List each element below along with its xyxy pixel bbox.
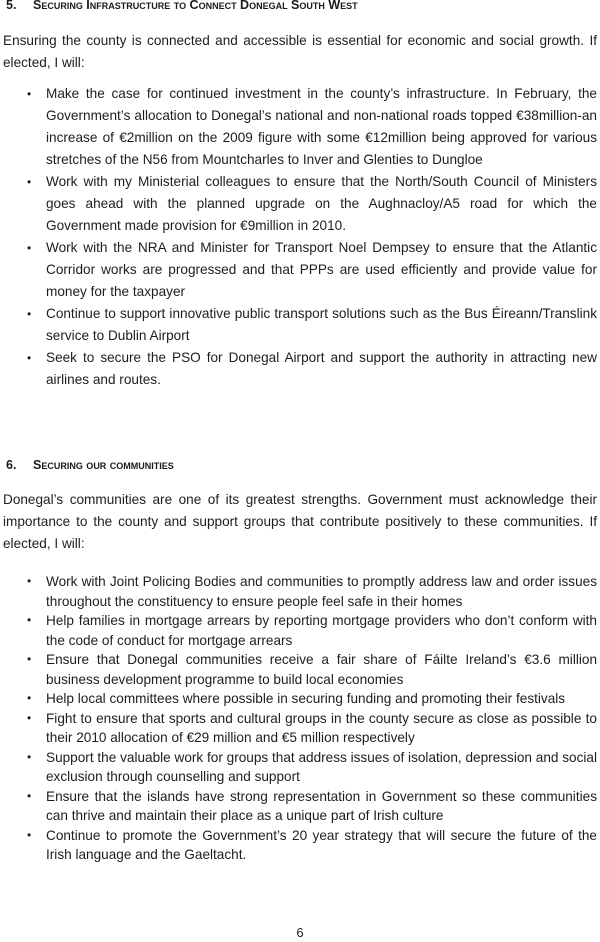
bullet-icon: • (27, 175, 32, 189)
list-item: • Work with Joint Policing Bodies and communities to promptly address law and order issues throughout the constituency to ensure people feel safe in their homes (27, 574, 597, 609)
list-item: • Help families in mortgage arrears by reporting mortgage providers who don’t conform with the code of conduct for mortgage arrears (27, 613, 597, 648)
list-item: • Work with the NRA and Minister for Transport Noel Dempsey to ensure that the Atlantic Corridor works are progressed and that PPPs are used efficiently and provide value for money for the taxpayer (0, 237, 597, 303)
section-5-intro: Ensuring the county is connected and accessible is essential for economic and social growth. If elected, I will: (3, 33, 597, 70)
list-item: • Support the valuable work for groups that address issues of isolation, depression and social exclusion through counselling and support (27, 749, 597, 784)
bullet-icon: • (27, 87, 32, 101)
section-number: 6. (6, 458, 17, 472)
bullet-icon: • (27, 749, 32, 764)
bullet-icon: • (27, 710, 32, 725)
page-number: 6 (296, 925, 304, 940)
list-item: • Ensure that Donegal communities receive a fair share of Fáilte Ireland’s €3.6 million business development programme to build local economies (27, 652, 597, 687)
bullet-icon: • (27, 307, 32, 321)
bullet-icon: • (27, 827, 32, 842)
list-item: • Fight to ensure that sports and cultural groups in the county secure as close as possible to their 2010 allocation of €29 million and €5 million respectively (27, 710, 597, 745)
bullet-icon: • (27, 351, 32, 365)
section-number: 5. (6, 0, 17, 12)
section-5-bullet-list (0, 83, 597, 391)
bullet-icon: • (27, 691, 32, 705)
bullet-icon: • (27, 652, 32, 666)
bullet-icon: • (27, 788, 32, 803)
section-6-intro: Donegal’s communities are one of its greatest strengths. Government must acknowledge their importance to the county and support groups that contribute positively to these communities. If elected, I will: (3, 492, 597, 551)
bullet-icon: • (27, 574, 32, 588)
bullet-icon: • (27, 613, 32, 627)
section-5-heading (6, 0, 358, 12)
section-title: Securing our communities (33, 458, 174, 472)
list-item: • Work with my Ministerial colleagues to ensure that the North/South Council of Ministers goes ahead with the planned upgrade on the Aughnacloy/A5 road for which the Government made provision for €9million in 2010. (0, 171, 597, 237)
list-item: • Help local committees where possible in securing funding and promoting their festivals (0, 689, 597, 709)
list-item: • Continue to support innovative public transport solutions such as the Bus Éireann/Translink service to Dublin Airport (0, 303, 597, 347)
list-item: • Make the case for continued investment in the county’s infrastructure. In February, the Government’s allocation to Donegal’s national and non-national roads topped €38million-an increase of €2million on the 2009 figure with some €12million being approved for various stretches of the N56 from Mountcharles to Inver and Glenties to Dungloe (0, 83, 597, 171)
section-title: Securing Infrastructure to Connect Donegal South West (33, 0, 358, 12)
list-item: • Seek to secure the PSO for Donegal Airport and support the authority in attracting new airlines and routes. (0, 347, 597, 391)
section-6-heading (6, 458, 174, 472)
list-item: • Continue to promote the Government’s 20 year strategy that will secure the future of the Irish language and the Gaeltacht. (27, 827, 597, 862)
list-item: • Ensure that the islands have strong representation in Government so these communities can thrive and maintain their place as a unique part of Irish culture (27, 788, 597, 823)
section-6-bullet-list (0, 572, 597, 865)
bullet-icon: • (27, 241, 32, 255)
